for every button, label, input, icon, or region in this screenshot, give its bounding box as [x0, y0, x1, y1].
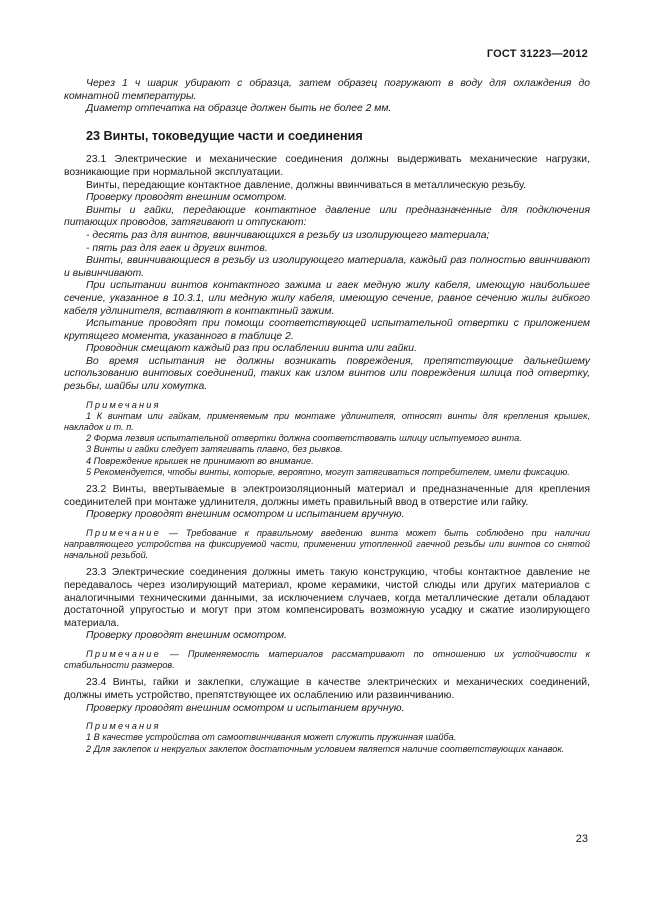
notes-label: Примечания [86, 399, 161, 410]
paragraph: Проводник смещают каждый раз при ослаблении винта или гайки. [86, 343, 417, 355]
page-content [64, 78, 590, 755]
paragraph: Винты, передающие контактное давление, должны ввинчиваться в металлическую резьбу. [86, 179, 527, 191]
notes-block-23-4 [64, 721, 590, 755]
notes-label: Примечания [86, 721, 161, 732]
paragraph: Испытание проводят при помощи соответствующей испытательной отвертки с приложением крутящего момента, указанного в таблице 2. [64, 318, 590, 342]
clause-23-4: 23.4 Винты, гайки и заклепки, служащие в качестве электрических и механических соединений, должны иметь устройство, препятствующее их ослаблению или развинчиванию. [64, 677, 590, 702]
intro-paragraph-1: Через 1 ч шарик убирают с образца, затем образец погружают в воду для охлаждения до комнатной температуры. [64, 78, 590, 102]
check-statement: Проверку проводят внешним осмотром. [86, 192, 287, 204]
section-title: 23 Винты, токоведущие части и соединения [86, 128, 363, 143]
notes-block-23-1 [64, 400, 590, 478]
paragraph: Во время испытания не должны возникать повреждения, препятствующие дальнейшему использованию винтовых соединений, таких как излом винтов или повреждения шлица под отвертку, резьбы, шайбы или хомутка. [64, 355, 590, 393]
paragraph: Винты, ввинчивающиеся в резьбу из изолирующего материала, каждый раз полностью ввинчивают и вывинчивают. [64, 255, 590, 279]
check-statement: Проверку проводят внешним осмотром и испытанием вручную. [86, 702, 405, 714]
list-item: - десять раз для винтов, ввинчивающихся в резьбу из изолирующего материала; [86, 229, 490, 241]
note-text: — Требование к правильному введению винта может быть соблюдено при наличии направляющего устройства на фиксируемой части, применении утопленной гаечной резьбы или винтов со снятой начальной резьбой. [64, 527, 590, 561]
note-text: — Применяемость материалов рассматривают по отношению их устойчивости к стабильности размеров. [64, 649, 590, 671]
note-item: 1 В качестве устройства от самоотвинчивания может служить пружинная шайба. [86, 732, 457, 743]
paragraph: При испытании винтов контактного зажима и гаек медную жилу кабеля, имеющую наибольшее сечение, указанное в 10.3.1, или медную жилу кабеля, имеющую сечение, равное сечению жилы гибкого кабеля удлинителя, вставляют в контактный зажим. [64, 280, 590, 317]
note-item: 1 К винтам или гайкам, применяемым при монтаже удлинителя, относят винты для крепления крышек, накладок и т. п. [64, 410, 590, 433]
intro-paragraph-2: Диаметр отпечатка на образце должен быть не более 2 мм. [86, 103, 392, 115]
note-label: Примечание [86, 649, 161, 660]
list-item: - пять раз для гаек и других винтов. [86, 242, 268, 254]
page-number: 23 [575, 833, 588, 845]
note-23-2 [64, 528, 590, 562]
note-item: 3 Винты и гайки следует затягивать плавно, без рывков. [86, 444, 343, 455]
clause-23-2: 23.2 Винты, ввертываемые в электроизоляционный материал и предназначенные для крепления соединителей при монтаже удлинителя, должны иметь правильный ввод в отверстие или гайку. [64, 484, 590, 508]
note-item: 4 Повреждение крышек не принимают во внимание. [86, 455, 314, 466]
note-item: 2 Для заклепок и некруглых заклепок достаточным условием является наличие соответствующих канавок. [86, 743, 565, 754]
note-item: 2 Форма лезвия испытательной отвертки должна соответствовать шлицу испытуемого винта. [86, 433, 522, 444]
note-23-3 [64, 649, 590, 671]
note-item: 5 Рекомендуется, чтобы винты, которые, вероятно, могут затягиваться потребителем, имели фиксацию. [86, 466, 570, 477]
doc-number-header: ГОСТ 31223—2012 [486, 48, 588, 60]
paragraph: Винты и гайки, передающие контактное давление или предназначенные для подключения питающих проводов, затягивают и отпускают: [64, 204, 590, 229]
check-statement: Проверку проводят внешним осмотром и испытанием вручную. [86, 509, 405, 521]
check-statement: Проверку проводят внешним осмотром. [86, 630, 287, 642]
clause-23-3: 23.3 Электрические соединения должны иметь такую конструкцию, чтобы контактное давление не передавалось через изолирующий материал, кроме керамики, чистой слюды или других материалов с аналогичными техническими данными, за исключением случаев, когда металлические детали обладают достаточной упругостью и могут при этом компенсировать возможную усадку и сжатие изолирующего материала. [64, 567, 590, 629]
clause-23-1: 23.1 Электрические и механические соединения должны выдерживать механические нагрузки, возникающие при нормальной эксплуатации. [64, 154, 590, 178]
note-label: Примечание [86, 527, 161, 538]
